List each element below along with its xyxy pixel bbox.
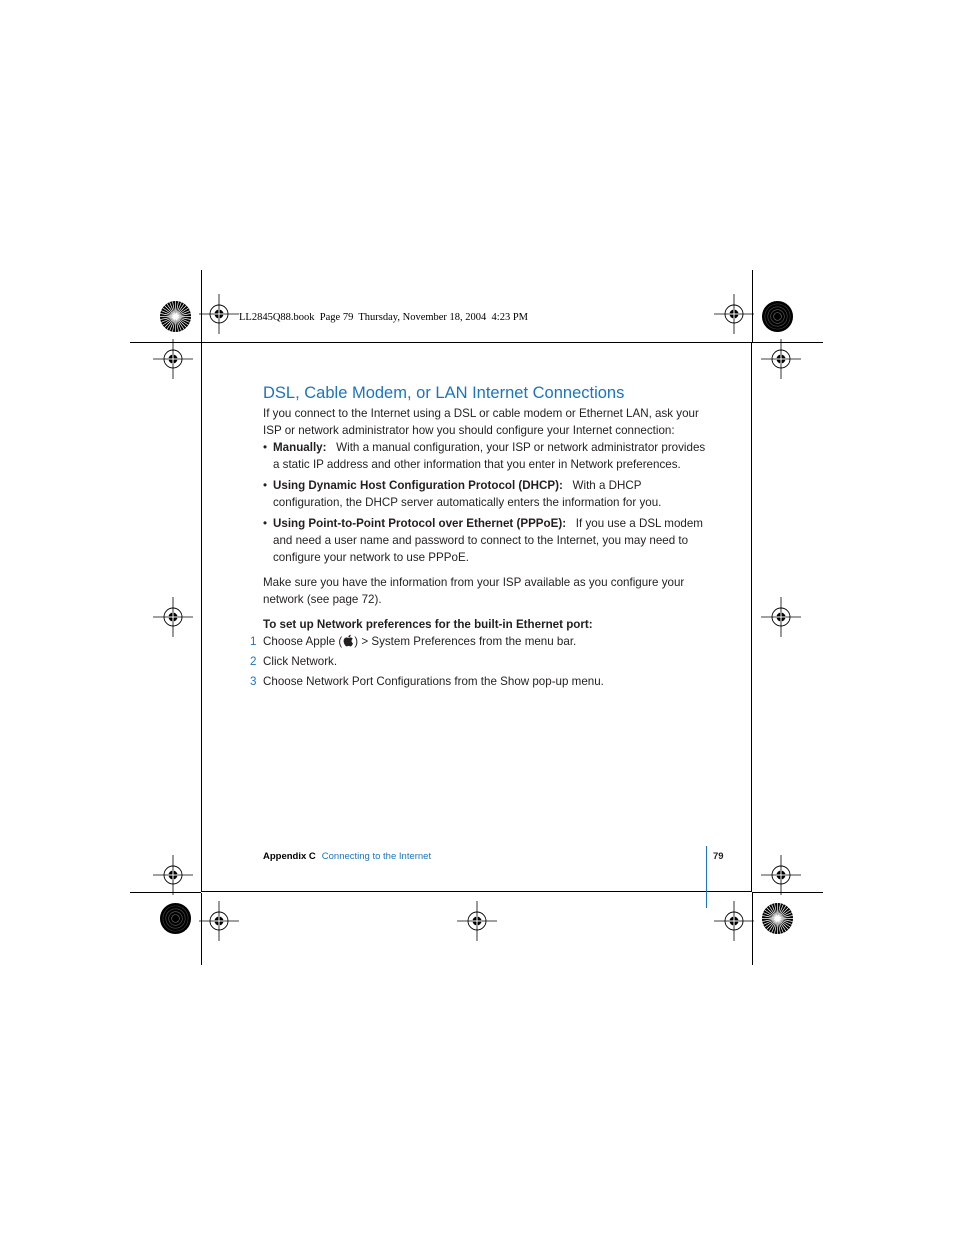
registration-mark-icon: [153, 597, 193, 637]
crop-line: [201, 270, 202, 342]
footer-rule: [706, 846, 707, 908]
bullet: •: [263, 479, 268, 492]
step-item: [250, 633, 713, 650]
step-text: Click Network.: [263, 655, 338, 668]
starburst-target-icon: [761, 300, 794, 333]
registration-mark-icon: [761, 855, 801, 895]
crop-line: [130, 342, 201, 343]
step-item: [250, 673, 713, 690]
starburst-target-icon: [761, 902, 794, 935]
page-number: 79: [713, 851, 724, 862]
crop-line: [752, 893, 753, 965]
page-content: [250, 383, 713, 693]
term-description: If you use a DSL modem and need a user name and password to connect to the Internet, you may need to configure your network to use PPPoE.: [273, 517, 703, 564]
registration-mark-icon: [199, 901, 239, 941]
registration-mark-icon: [761, 339, 801, 379]
list-item: [263, 515, 713, 566]
step-number: 2: [250, 655, 257, 668]
note-paragraph: Make sure you have the information from your ISP available as you configure your network (see page 72).: [263, 576, 685, 606]
bullet: •: [263, 441, 268, 454]
step-text-before: Choose Apple (: [263, 635, 343, 648]
starburst-target-icon: [159, 300, 192, 333]
registration-mark-icon: [199, 294, 239, 334]
bullet: •: [263, 517, 268, 530]
registration-mark-icon: [153, 339, 193, 379]
footer-appendix: Appendix C: [263, 851, 316, 862]
footer-chapter-title: Connecting to the Internet: [321, 851, 432, 862]
list-item: [263, 477, 713, 511]
term-description: With a DHCP configuration, the DHCP server automatically enters the information for you.: [273, 479, 662, 509]
crop-line: [201, 893, 202, 965]
apple-logo-icon: [342, 634, 354, 647]
step-number: 3: [250, 675, 257, 688]
term-label: Using Dynamic Host Configuration Protocol (DHCP):: [273, 479, 563, 492]
registration-mark-icon: [153, 855, 193, 895]
step-text: Choose Network Port Configurations from the Show pop-up menu.: [263, 675, 604, 688]
steps-list: [250, 633, 713, 690]
term-label: Manually:: [273, 441, 327, 454]
print-slug: LL2845Q88.book Page 79 Thursday, November 18, 2004 4:23 PM: [239, 312, 529, 323]
starburst-target-icon: [159, 902, 192, 935]
crop-line: [130, 892, 201, 893]
registration-mark-icon: [714, 901, 754, 941]
section-heading: DSL, Cable Modem, or LAN Internet Connections: [263, 384, 625, 402]
registration-mark-icon: [714, 294, 754, 334]
registration-mark-icon: [761, 597, 801, 637]
task-intro: To set up Network preferences for the built-in Ethernet port:: [263, 618, 593, 631]
list-item: [263, 439, 713, 473]
crop-line: [752, 270, 753, 342]
crop-line: [752, 342, 823, 343]
intro-paragraph: If you connect to the Internet using a DSL or cable modem or Ethernet LAN, ask your ISP or network administrator how you should configure your Internet connection:: [263, 407, 699, 437]
term-description: With a manual configuration, your ISP or network administrator provides a static IP address and other information that you enter in Network preferences.: [273, 441, 706, 471]
step-number: 1: [250, 635, 257, 648]
term-label: Using Point-to-Point Protocol over Ethernet (PPPoE):: [273, 517, 567, 530]
step-text-after: ) > System Preferences from the menu bar.: [354, 635, 577, 648]
connection-options-list: [263, 439, 713, 566]
crop-line: [752, 892, 823, 893]
page-footer: [263, 851, 431, 862]
step-item: [250, 653, 713, 670]
registration-mark-icon: [457, 901, 497, 941]
